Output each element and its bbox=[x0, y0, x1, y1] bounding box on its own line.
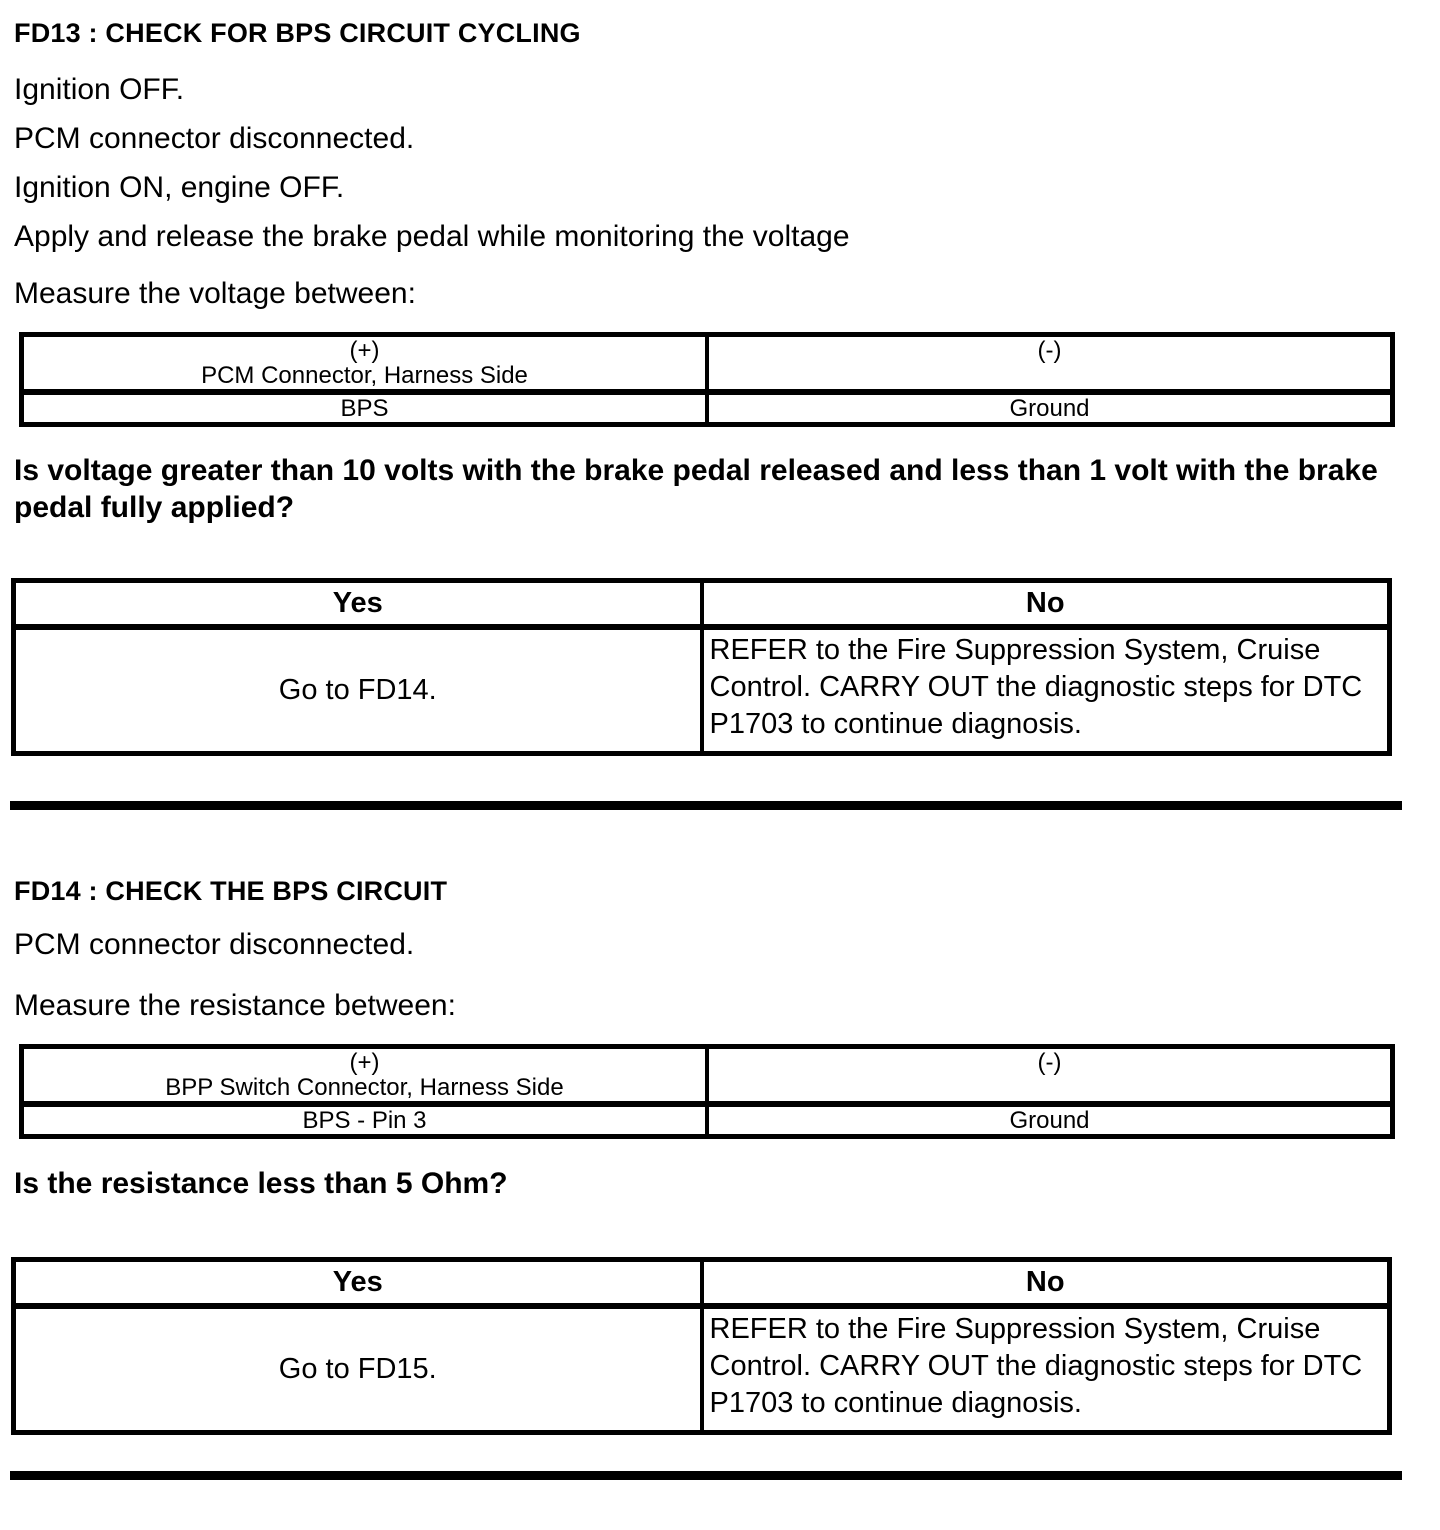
measurement-header-row bbox=[22, 335, 1393, 393]
yes-no-decision-table bbox=[11, 578, 1392, 756]
measurement-points-row bbox=[22, 392, 1393, 425]
positive-terminal-label: (+) bbox=[349, 1049, 380, 1076]
decision-header-row bbox=[14, 581, 1390, 628]
section-divider-rule bbox=[10, 801, 1402, 810]
measurement-points-row bbox=[22, 1104, 1393, 1137]
step-instruction: Measure the resistance between: bbox=[14, 989, 456, 1022]
step-instruction: Measure the voltage between: bbox=[14, 277, 416, 310]
diagnostic-question: Is voltage greater than 10 volts with the brake pedal released and less than 1 volt with the brake pedal fully applied? bbox=[14, 454, 1378, 524]
negative-terminal-label: (-) bbox=[1037, 1049, 1062, 1076]
yes-header-cell: Yes bbox=[14, 1260, 702, 1307]
positive-terminal-label: (+) bbox=[349, 337, 380, 364]
no-header-cell: No bbox=[702, 1260, 1390, 1307]
positive-terminal-sublabel: BPP Switch Connector, Harness Side bbox=[165, 1074, 564, 1101]
yes-result-cell: Go to FD15. bbox=[14, 1306, 702, 1433]
positive-terminal-sublabel: PCM Connector, Harness Side bbox=[201, 362, 528, 389]
no-result-cell: REFER to the Fire Suppression System, Cruise Control. CARRY OUT the diagnostic steps for DTC P1703 to continue diagnosis. bbox=[702, 627, 1390, 754]
step-instruction: Apply and release the brake pedal while monitoring the voltage bbox=[14, 220, 850, 253]
negative-terminal-cell bbox=[707, 335, 1393, 393]
yes-no-decision-table bbox=[11, 1257, 1392, 1435]
section-divider-rule bbox=[10, 1471, 1402, 1480]
negative-point-cell: Ground bbox=[707, 392, 1393, 425]
decision-body-row bbox=[14, 1306, 1390, 1433]
positive-point-cell: BPS bbox=[22, 392, 708, 425]
measurement-header-row bbox=[22, 1047, 1393, 1105]
section-fd14 bbox=[0, 876, 1440, 1480]
positive-terminal-cell bbox=[22, 1047, 708, 1105]
measurement-points-table bbox=[19, 332, 1395, 427]
decision-header-row bbox=[14, 1260, 1390, 1307]
decision-body-row bbox=[14, 627, 1390, 754]
section-fd14-heading: FD14 : CHECK THE BPS CIRCUIT bbox=[14, 876, 448, 906]
positive-terminal-cell bbox=[22, 335, 708, 393]
no-header-cell: No bbox=[702, 581, 1390, 628]
step-instruction: Ignition ON, engine OFF. bbox=[14, 171, 345, 204]
yes-header-cell: Yes bbox=[14, 581, 702, 628]
no-result-cell: REFER to the Fire Suppression System, Cruise Control. CARRY OUT the diagnostic steps for DTC P1703 to continue diagnosis. bbox=[702, 1306, 1390, 1433]
step-instruction: PCM connector disconnected. bbox=[14, 122, 415, 155]
section-fd13-heading: FD13 : CHECK FOR BPS CIRCUIT CYCLING bbox=[14, 18, 581, 48]
negative-terminal-label: (-) bbox=[1037, 337, 1062, 364]
yes-result-cell: Go to FD14. bbox=[14, 627, 702, 754]
section-fd13 bbox=[0, 18, 1440, 810]
measurement-points-table bbox=[19, 1044, 1395, 1139]
step-instruction: PCM connector disconnected. bbox=[14, 928, 415, 961]
diagnostic-question: Is the resistance less than 5 Ohm? bbox=[14, 1167, 508, 1200]
negative-point-cell: Ground bbox=[707, 1104, 1393, 1137]
positive-point-cell: BPS - Pin 3 bbox=[22, 1104, 708, 1137]
negative-terminal-cell bbox=[707, 1047, 1393, 1105]
step-instruction: Ignition OFF. bbox=[14, 73, 185, 106]
